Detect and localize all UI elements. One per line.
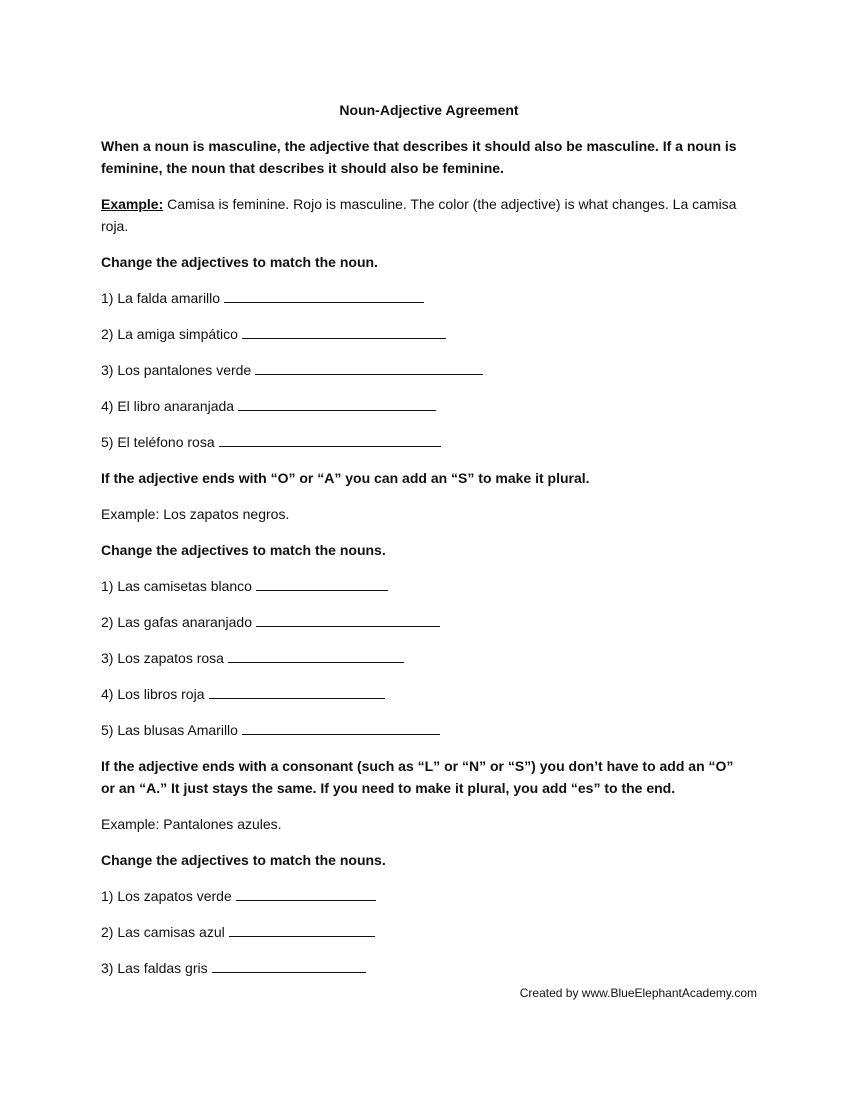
exercise-item: [101, 921, 751, 943]
answer-blank[interactable]: [236, 886, 376, 901]
exercise-prompt: 1) Los zapatos verde: [101, 888, 232, 904]
answer-blank[interactable]: [256, 612, 440, 627]
footer-credit: Created by www.BlueElephantAcademy.com: [519, 986, 757, 1000]
answer-blank[interactable]: [255, 360, 483, 375]
answer-blank[interactable]: [242, 324, 446, 339]
exercise-prompt: 3) Los zapatos rosa: [101, 650, 224, 666]
answer-blank[interactable]: [238, 396, 436, 411]
exercise-prompt: 5) Las blusas Amarillo: [101, 722, 238, 738]
example-2-paragraph: Example: Los zapatos negros.: [101, 506, 290, 522]
example-1-label: Example:: [101, 196, 164, 212]
exercise-prompt: 4) El libro anaranjada: [101, 398, 235, 414]
exercise-item: [101, 287, 751, 309]
section-1-heading: Change the adjectives to match the noun.: [101, 254, 378, 270]
exercise-item: [101, 323, 751, 345]
exercise-item: [101, 719, 751, 741]
exercise-prompt: 1) Las camisetas blanco: [101, 578, 252, 594]
exercise-item: [101, 647, 751, 669]
answer-blank[interactable]: [256, 576, 388, 591]
answer-blank[interactable]: [229, 922, 375, 937]
intro-paragraph: When a noun is masculine, the adjective that describes it should also be masculine. If a noun is feminine, the noun that describes it should also be feminine.: [101, 138, 737, 176]
answer-blank[interactable]: [212, 958, 366, 973]
exercise-item: [101, 575, 751, 597]
exercise-prompt: 2) Las gafas anaranjado: [101, 614, 252, 630]
exercise-prompt: 3) Los pantalones verde: [101, 362, 252, 378]
exercise-item: [101, 683, 751, 705]
exercise-prompt: 1) La falda amarillo: [101, 290, 221, 306]
exercise-prompt: 3) Las faldas gris: [101, 960, 208, 976]
exercise-prompt: 2) La amiga simpático: [101, 326, 238, 342]
example-1-paragraph: [101, 193, 751, 237]
answer-blank[interactable]: [219, 432, 441, 447]
answer-blank[interactable]: [242, 720, 440, 735]
exercise-item: [101, 885, 751, 907]
example-3-paragraph: Example: Pantalones azules.: [101, 816, 282, 832]
worksheet-content: [101, 135, 751, 993]
exercise-prompt: 2) Las camisas azul: [101, 924, 225, 940]
exercise-item: [101, 957, 751, 979]
example-1-text: Camisa is feminine. Rojo is masculine. The color (the adjective) is what changes. La camisa roja.: [101, 196, 737, 234]
exercise-item: [101, 431, 751, 453]
page-title: Noun-Adjective Agreement: [339, 102, 519, 118]
exercise-item: [101, 395, 751, 417]
rule-3-paragraph: If the adjective ends with a consonant (such as “L” or “N” or “S”) you don’t have to add an “O” or an “A.” It just stays the same. If you need to make it plural, you add “es” to the end.: [101, 758, 734, 796]
exercise-item: [101, 611, 751, 633]
exercise-item: [101, 359, 751, 381]
answer-blank[interactable]: [224, 288, 424, 303]
exercise-prompt: 5) El teléfono rosa: [101, 434, 215, 450]
section-3-heading: Change the adjectives to match the nouns.: [101, 852, 386, 868]
answer-blank[interactable]: [228, 648, 404, 663]
exercise-prompt: 4) Los libros roja: [101, 686, 205, 702]
section-2-heading: Change the adjectives to match the nouns.: [101, 542, 386, 558]
answer-blank[interactable]: [209, 684, 385, 699]
rule-2-paragraph: If the adjective ends with “O” or “A” you can add an “S” to make it plural.: [101, 470, 590, 486]
